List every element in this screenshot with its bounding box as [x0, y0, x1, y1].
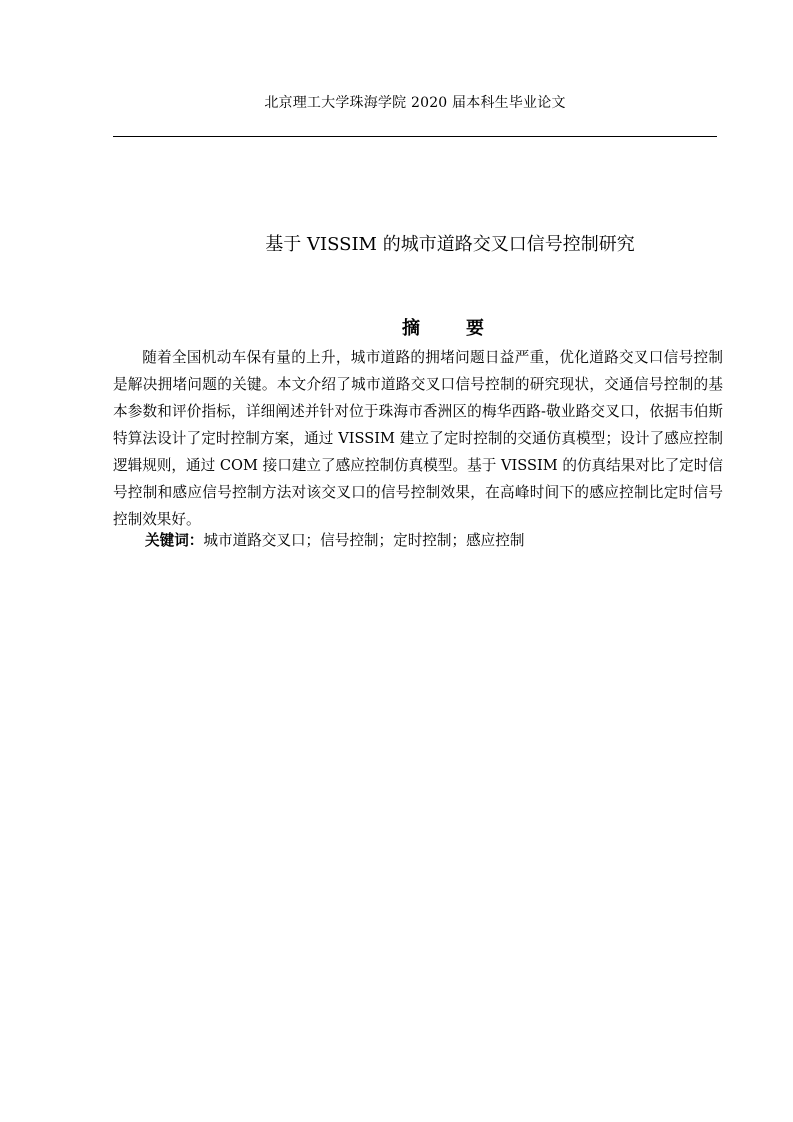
running-header: 北京理工大学珠海学院 2020 届本科生毕业论文 [264, 95, 566, 111]
abstract-body: 随着全国机动车保有量的上升，城市道路的拥堵问题日益严重，优化道路交叉口信号控制是解决拥堵问题的关键。本文介绍了城市道路交叉口信号控制的研究现状，交通信号控制的基本参数和评价指标，详细阐述并针对位于珠海市香洲区的梅华西路-敬业路交叉口，依据韦伯斯特算法设计了定时控制方案，通过 VISSIM 建立了定时控制的交通仿真模型；设计了感应控制逻辑规则，通过 COM 接口建立了感应控制仿真模型。基于 VISSIM 的仿真结果对比了定时信号控制和感应信号控制方法对该交叉口的信号控制效果，在高峰时间下的感应控制比定时信号控制效果好。 [113, 349, 723, 528]
keywords-line [145, 527, 705, 554]
keywords-text: 城市道路交叉口；信号控制；定时控制；感应控制 [203, 532, 525, 549]
thesis-title: 基于 VISSIM 的城市道路交叉口信号控制研究 [265, 234, 635, 255]
abstract-heading: 摘 要 [402, 318, 498, 339]
keywords-label: 关键词： [145, 532, 204, 549]
header-divider [113, 136, 717, 137]
